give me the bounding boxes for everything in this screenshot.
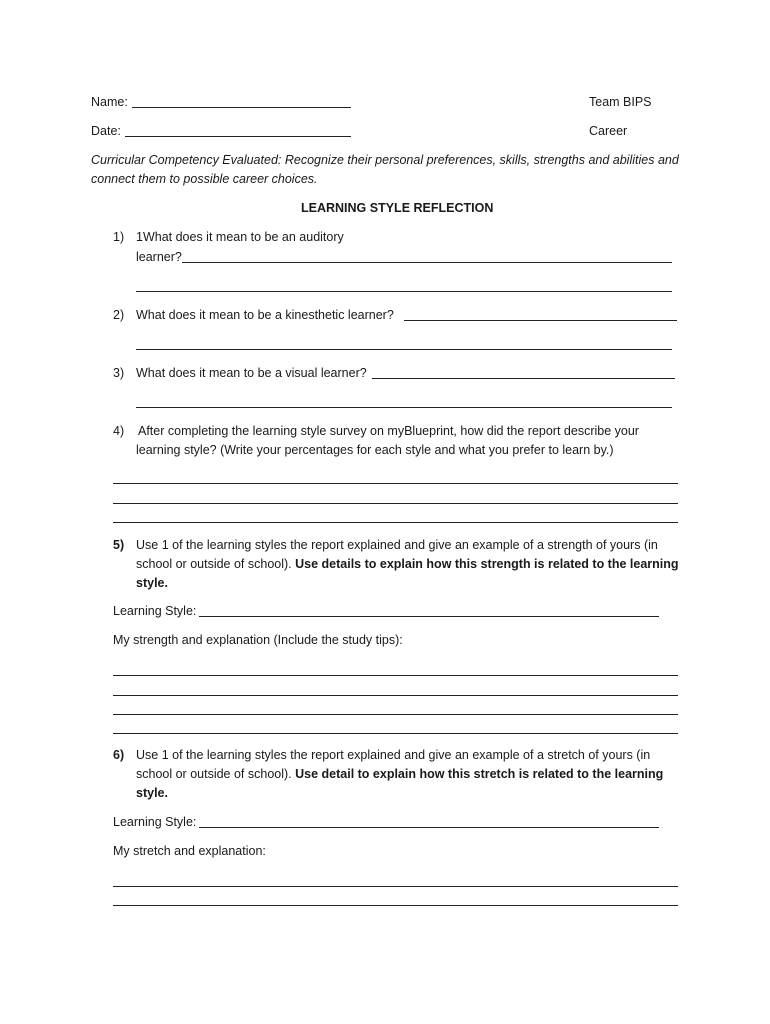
q6-answer-line-1[interactable]: [113, 886, 678, 887]
date-blank[interactable]: [125, 136, 351, 137]
q1-answer-line-1[interactable]: [182, 262, 672, 263]
q6-text-line-2: [136, 765, 663, 783]
q4-answer-line-1[interactable]: [113, 483, 678, 484]
q5-learning-style-blank[interactable]: [199, 616, 659, 617]
q3-answer-line-1[interactable]: [372, 378, 675, 379]
q6-number: 6): [113, 748, 125, 762]
q1-text-line-1: 1What does it mean to be an auditory: [136, 230, 344, 244]
q6-text-line-2-plain: school or outside of school).: [136, 767, 296, 781]
q4-answer-line-2[interactable]: [113, 503, 678, 504]
page-title: LEARNING STYLE REFLECTION: [301, 201, 494, 215]
q1-text-line-2: learner?: [136, 250, 182, 264]
q5-text-line-1: Use 1 of the learning styles the report explained and give an example of a strength of yours (in: [136, 538, 658, 552]
q4-text-line-2: learning style? (Write your percentages for each style and what you prefer to learn by.): [136, 443, 614, 457]
q5-learning-style-label: Learning Style:: [113, 604, 197, 618]
q6-text-line-2-bold: Use detail to explain how this stretch is related to the learning: [295, 767, 664, 781]
q5-text-line-2-plain: school or outside of school).: [136, 557, 296, 571]
q1-number: 1): [113, 230, 125, 244]
q3-answer-line-2[interactable]: [136, 407, 672, 408]
q6-text-line-3: style.: [136, 786, 168, 800]
q4-number: 4): [113, 424, 125, 438]
name-blank[interactable]: [132, 107, 351, 108]
q6-explanation-label: My stretch and explanation:: [113, 844, 266, 858]
q3-number: 3): [113, 366, 125, 380]
q2-answer-line-1[interactable]: [404, 320, 677, 321]
q5-number: 5): [113, 538, 125, 552]
q2-number: 2): [113, 308, 125, 322]
q3-text: What does it mean to be a visual learner?: [136, 366, 367, 380]
competency-line-1: Curricular Competency Evaluated: Recognize their personal preferences, skills, strengths and abilities and: [91, 153, 679, 167]
q6-text-line-1: Use 1 of the learning styles the report explained and give an example of a stretch of yours (in: [136, 748, 651, 762]
q5-answer-line-1[interactable]: [113, 675, 678, 676]
q4-answer-line-3[interactable]: [113, 522, 678, 523]
team-label: Team BIPS: [589, 95, 652, 109]
q6-learning-style-label: Learning Style:: [113, 815, 197, 829]
q1-answer-line-2[interactable]: [136, 291, 672, 292]
q6-answer-line-2[interactable]: [113, 905, 678, 906]
name-label: Name:: [91, 95, 128, 109]
q5-text-line-2-bold: Use details to explain how this strength is related to the learning: [295, 557, 679, 571]
q5-answer-line-2[interactable]: [113, 695, 678, 696]
q5-answer-line-3[interactable]: [113, 714, 678, 715]
competency-line-2: connect them to possible career choices.: [91, 172, 318, 186]
q5-explanation-label: My strength and explanation (Include the study tips):: [113, 633, 403, 647]
q5-text-line-3: style.: [136, 576, 168, 590]
q5-text-line-2: [136, 555, 679, 573]
q6-learning-style-blank[interactable]: [199, 827, 659, 828]
career-label: Career: [589, 124, 628, 138]
q2-text: What does it mean to be a kinesthetic learner?: [136, 308, 394, 322]
q5-answer-line-4[interactable]: [113, 733, 678, 734]
date-label: Date:: [91, 124, 121, 138]
q4-text-line-1: After completing the learning style survey on myBlueprint, how did the report describe your: [138, 424, 639, 438]
q2-answer-line-2[interactable]: [136, 349, 672, 350]
